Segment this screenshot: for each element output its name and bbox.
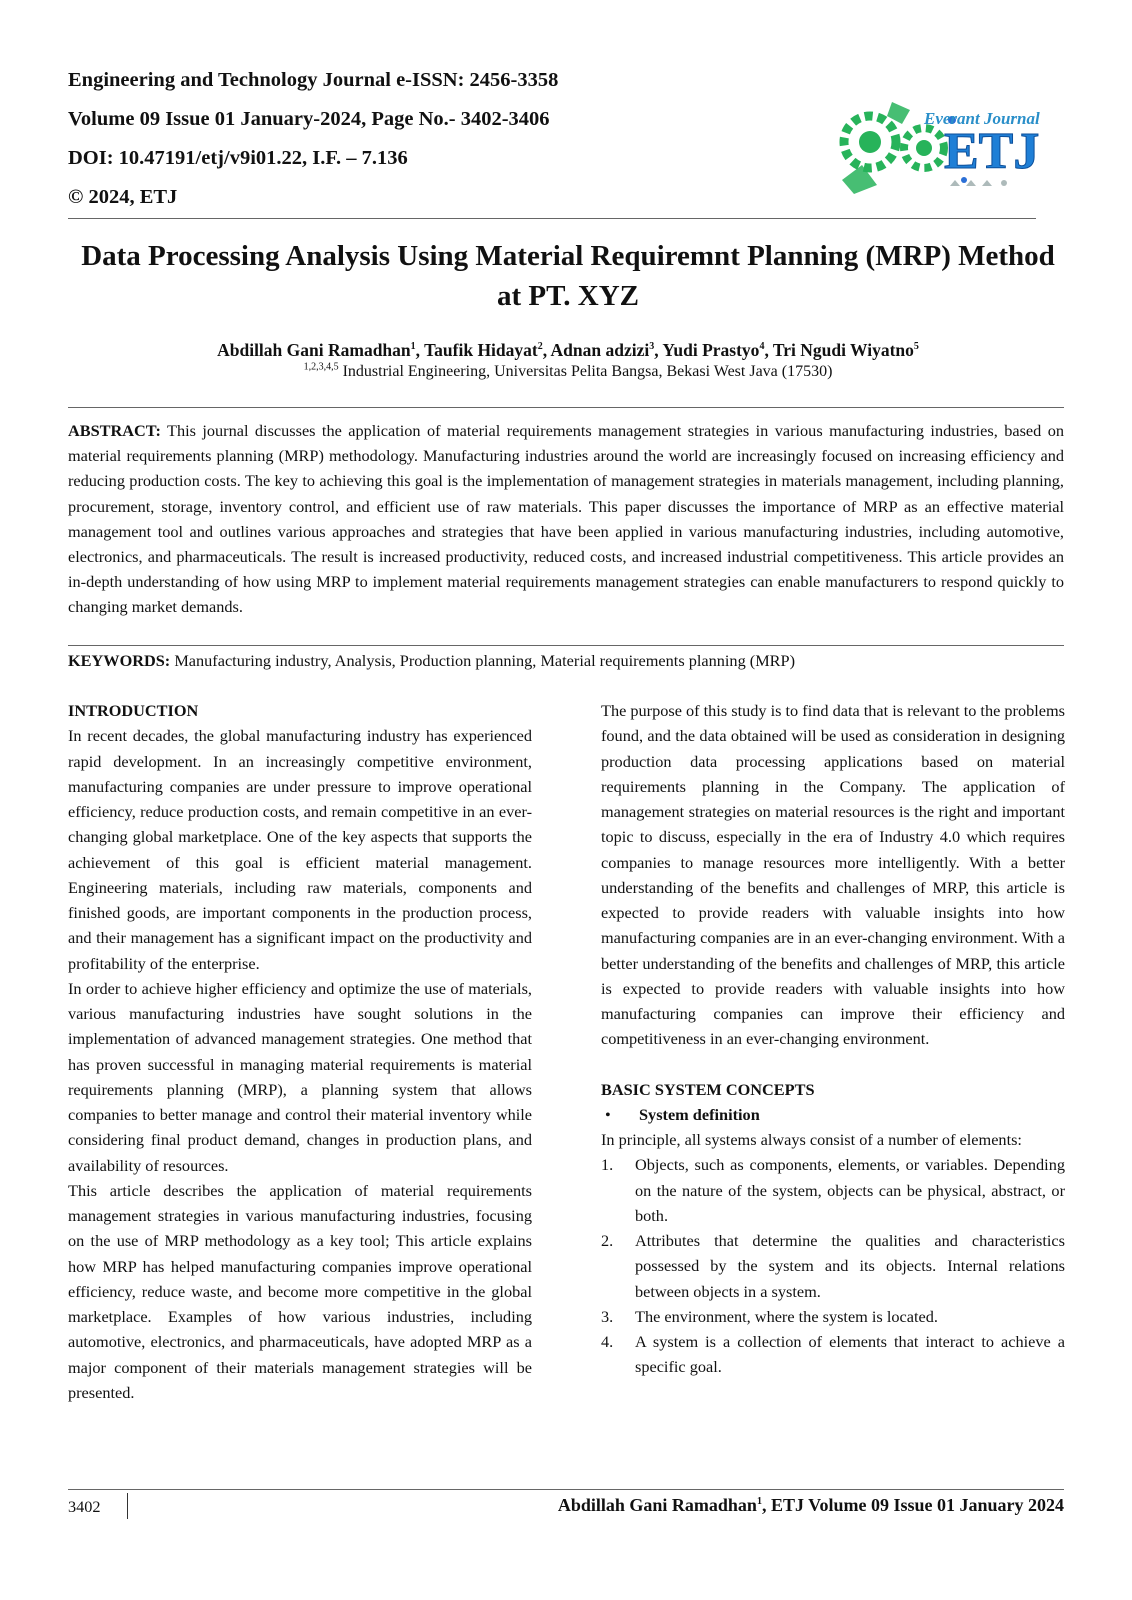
- list-number: 3.: [601, 1306, 614, 1326]
- abstract-top-rule: [68, 407, 1064, 408]
- affiliation: [68, 362, 1068, 382]
- logo-text-top: Everant Journal: [924, 109, 1040, 128]
- section-spacer: [601, 1052, 1065, 1077]
- list-text: Attributes that determine the qualities and characteristics possessed by the system and its objects. Internal relations between objects in a system.: [635, 1231, 1065, 1301]
- list-item: [601, 1152, 1065, 1228]
- footer-journal-info: , ETJ Volume 09 Issue 01 January 2024: [761, 1495, 1064, 1515]
- intro-paragraph-3: This article describes the application of material requirements management strategies in various manufacturing industries, focusing on the use of MRP methodology as a key tool; This article explains how MRP has helped manufacturing companies improve operational efficiency, reduce waste, and become more competitive in the global marketplace. Examples of how various industries, including automotive, electronics, and pharmaceuticals, have adopted MRP as a major component of their materials management strategies will be presented.: [68, 1180, 532, 1402]
- author-name: Yudi Prastyo: [662, 340, 760, 360]
- affiliation-text: Industrial Engineering, Universitas Pelita Bangsa, Bekasi West Java (17530): [342, 363, 833, 380]
- list-number: 4.: [601, 1332, 614, 1351]
- footer-author-sup: 1: [756, 1496, 762, 1507]
- footer-divider: [127, 1493, 128, 1519]
- running-footer: [472, 1495, 1064, 1516]
- right-column: [601, 698, 1065, 1380]
- author-sup: 1: [410, 341, 416, 353]
- intro-paragraph-right: The purpose of this study is to find data that is relevant to the problems found, and the data obtained will be used as consideration in designing production data processing applications based on material requirements planning in the Company. The application of management strategies on material resources is the right and important topic to discuss, especially in the era of Industry 4.0 which requires companies to manage resources more intelligently. With a better understanding of the benefits and challenges of MRP, this article is expected to provide readers with valuable insights into how manufacturing companies are in an ever-changing environment. With a better understanding of the benefits and challenges of MRP, this article is expected to provide readers with valuable insights into how manufacturing companies can improve their efficiency and competitiveness in an ever-changing environment.: [601, 701, 1065, 1049]
- list-text: The environment, where the system is located.: [635, 1306, 938, 1326]
- intro-paragraph-2: In order to achieve higher efficiency and optimize the use of materials, various manufacturing industries have sought solutions in the implementation of advanced management strategies. One method that has proven successful in managing material requirements is material requirements planning (MRP), a planning system that allows companies to better manage and control their material inventory while considering final product demand, changes in production plans, and availability of resources.: [68, 978, 532, 1175]
- header-rule: [68, 218, 1036, 219]
- copyright-line: © 2024, ETJ: [68, 186, 178, 208]
- footer-author: Abdillah Gani Ramadhan: [557, 1495, 757, 1515]
- keywords-rule: [68, 645, 1064, 646]
- bullet-icon: •: [605, 1104, 611, 1124]
- affiliation-sup: 1,2,3,4,5: [303, 361, 339, 373]
- left-column: [68, 698, 532, 1405]
- bullet-text: System definition: [639, 1104, 760, 1124]
- author-sup: 4: [759, 341, 765, 353]
- list-item: [601, 1304, 1065, 1329]
- elements-list: [601, 1152, 1065, 1379]
- intro-paragraph-1: In recent decades, the global manufacturing industry has experienced rapid development. In an increasingly competitive environment, manufacturing companies are under pressure to improve operational efficiency, reduce production costs, and remain competitive in an ever-changing global marketplace. One of the key aspects that supports the achievement of this goal is efficient material management. Engineering materials, including raw materials, components and finished goods, are important components in the production process, and their management has a significant impact on the productivity and profitability of the enterprise.: [68, 726, 532, 973]
- author-sup: 2: [537, 341, 543, 353]
- concepts-intro: In principle, all systems always consist of a number of elements:: [601, 1130, 1022, 1149]
- author-name: Taufik Hidayat: [424, 340, 538, 360]
- author-sup: 3: [649, 341, 655, 353]
- list-text: A system is a collection of elements that interact to achieve a specific goal.: [635, 1332, 1065, 1377]
- keywords-label: KEYWORDS:: [68, 651, 171, 670]
- list-item: [601, 1228, 1065, 1304]
- keywords-block: [68, 650, 1064, 672]
- etj-logo: [832, 90, 1042, 200]
- list-number: 2.: [601, 1231, 614, 1250]
- footer-rule: [68, 1489, 1064, 1490]
- introduction-heading: INTRODUCTION: [68, 701, 199, 720]
- author-list: Abdillah Gani Ramadhan$^1$, Taufik Hidayat$^2$, Adnan adzizi$^3$, Yudi Prastyo$^4$, Tri Ngudi Wiyatno$^5$: [217, 340, 919, 360]
- author-name: Adnan adzizi: [550, 340, 650, 360]
- abstract-text: This journal discusses the application of material requirements management strategies in various manufacturing industries, based on material requirements planning (MRP) methodology. Manufacturing industries around the world are increasingly focused on increasing efficiency and reducing production costs. The key to achieving this goal is the implementation of management strategies in materials management, including planning, procurement, storage, inventory control, and efficient use of raw materials. This paper discusses the importance of MRP as an effective material management tool and outlines various approaches and strategies that have been applied in various manufacturing industries, including automotive, electronics, and pharmaceuticals. The result is increased productivity, reduced costs, and increased industrial competitiveness. This article provides an in-depth understanding of how using MRP to implement material requirements management strategies can enable manufacturers to respond quickly to changing market demands.: [68, 421, 1064, 617]
- page-number: 3402: [68, 1497, 101, 1516]
- journal-name-line: Engineering and Technology Journal e-ISSN: 2456-3358: [68, 69, 559, 91]
- list-item: [601, 1329, 1065, 1380]
- list-number: 1.: [601, 1155, 614, 1175]
- paper-title: Data Processing Analysis Using Material Requiremnt Planning (MRP) Method at PT. XYZ: [81, 240, 1055, 312]
- doi-line: DOI: 10.47191/etj/v9i01.22, I.F. – 7.136: [68, 147, 408, 169]
- author-name: Abdillah Gani Ramadhan: [217, 340, 411, 360]
- author-name: Tri Ngudi Wiyatno: [772, 340, 914, 360]
- keywords-text: Manufacturing industry, Analysis, Production planning, Material requirements planning (MRP): [174, 651, 796, 670]
- logo-text-main: ETJ: [944, 123, 1040, 180]
- list-text: Objects, such as components, elements, or variables. Depending on the nature of the system, objects can be physical, abstract, or both.: [635, 1155, 1065, 1225]
- author-sup: 5: [913, 341, 919, 353]
- abstract-block: [68, 418, 1064, 620]
- abstract-label: ABSTRACT:: [68, 421, 161, 440]
- basic-concepts-heading: BASIC SYSTEM CONCEPTS: [601, 1079, 815, 1099]
- bullet-item: [601, 1102, 1065, 1127]
- volume-line: Volume 09 Issue 01 January-2024, Page No.- 3402-3406: [68, 108, 550, 130]
